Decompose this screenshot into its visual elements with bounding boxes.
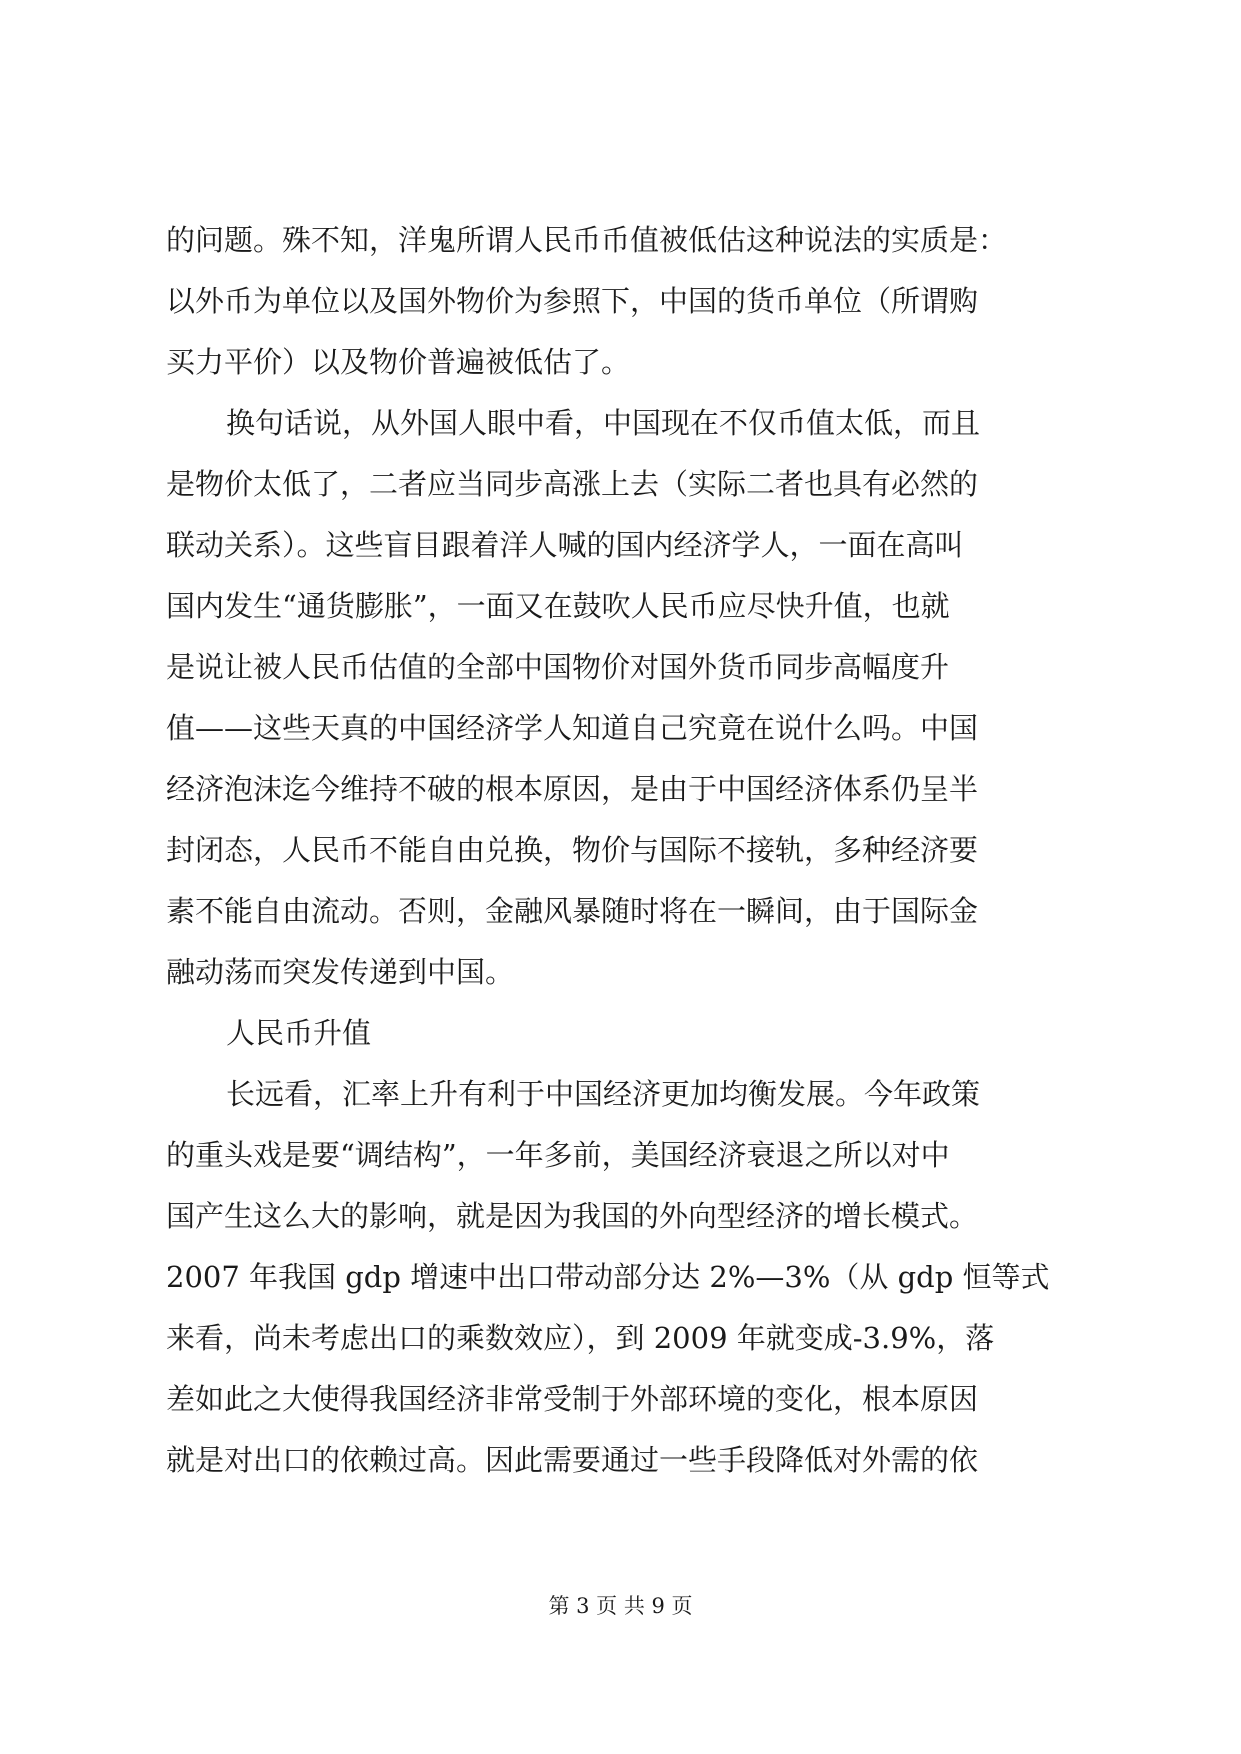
text-line: 联动关系）。这些盲目跟着洋人喊的国内经济学人，一面在高叫 bbox=[166, 528, 964, 562]
page-footer: 第 3 页 共 9 页 bbox=[548, 1594, 693, 1618]
text-line: 是物价太低了，二者应当同步高涨上去（实际二者也具有必然的 bbox=[166, 467, 979, 501]
text-line: 融动荡而突发传递到中国。 bbox=[166, 955, 515, 989]
text-line: 是说让被人民币估值的全部中国物价对国外货币同步高幅度升 bbox=[166, 650, 950, 684]
text-line: 差如此之大使得我国经济非常受制于外部环境的变化，根本原因 bbox=[166, 1382, 979, 1416]
text-line: 国产生这么大的影响，就是因为我国的外向型经济的增长模式。 bbox=[166, 1199, 979, 1233]
text-line: 封闭态，人民币不能自由兑换，物价与国际不接轨，多种经济要 bbox=[166, 833, 979, 867]
body-text bbox=[166, 210, 1076, 1491]
text-line: 素不能自由流动。否则，金融风暴随时将在一瞬间，由于国际金 bbox=[166, 894, 979, 928]
text-line: 买力平价）以及物价普遍被低估了。 bbox=[166, 345, 631, 379]
text-line: 以外币为单位以及国外物价为参照下，中国的货币单位（所谓购 bbox=[166, 284, 979, 318]
text-line: 国内发生“通货膨胀”，一面又在鼓吹人民币应尽快升值，也就 bbox=[166, 589, 950, 623]
text-line: 来看，尚未考虑出口的乘数效应），到 2009 年就变成-3.9%，落 bbox=[166, 1321, 995, 1355]
paragraph-start-line: 长远看，汇率上升有利于中国经济更加均衡发展。今年政策 bbox=[226, 1077, 981, 1111]
paragraph-start-line: 换句话说，从外国人眼中看，中国现在不仅币值太低，而且 bbox=[226, 406, 981, 440]
text-line: 的重头戏是要“调结构”，一年多前，美国经济衰退之所以对中 bbox=[166, 1138, 950, 1172]
text-line: 的问题。殊不知，洋鬼所谓人民币币值被低估这种说法的实质是： bbox=[166, 223, 1008, 257]
text-line: 2007 年我国 gdp 增速中出口带动部分达 2%—3%（从 gdp 恒等式 bbox=[166, 1260, 1050, 1294]
text-line: 经济泡沫迄今维持不破的根本原因，是由于中国经济体系仍呈半 bbox=[166, 772, 979, 806]
text-line: 值——这些天真的中国经济学人知道自己究竟在说什么吗。中国 bbox=[166, 711, 979, 745]
section-heading: 人民币升值 bbox=[226, 1016, 372, 1050]
text-line: 就是对出口的依赖过高。因此需要通过一些手段降低对外需的依 bbox=[166, 1443, 979, 1477]
